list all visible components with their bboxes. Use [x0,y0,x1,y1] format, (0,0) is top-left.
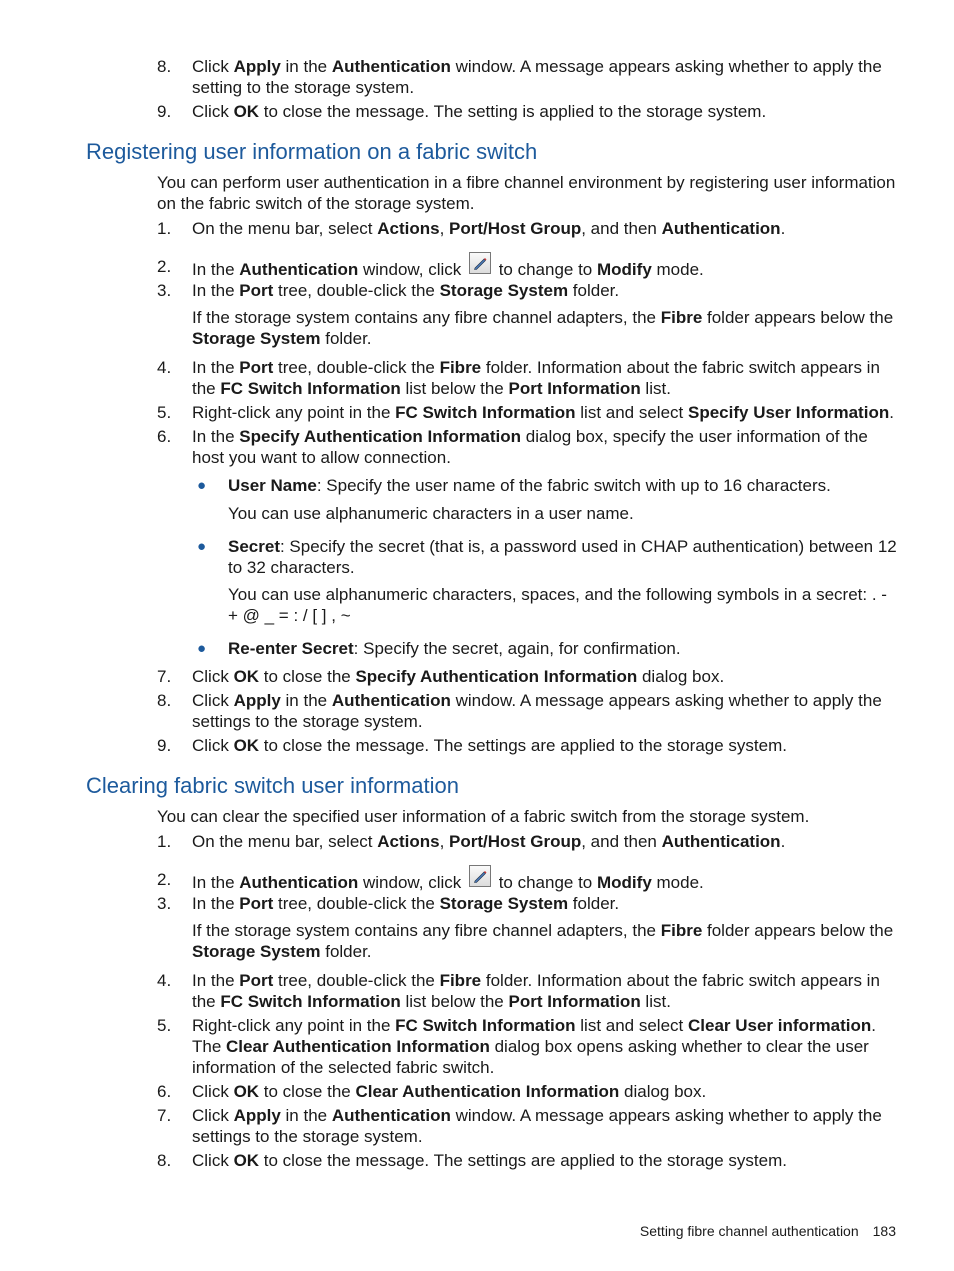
step-text-after: to change to Modify mode. [493,873,704,892]
bullet-secret-note: You can use alphanumeric characters, spaces, and the following symbols in a secret: . - + @ _ = : / [ ] , ~ [228,585,887,625]
step-number: 8. [157,1151,172,1170]
step-number: 9. [157,736,172,755]
step-text [192,869,899,893]
step-text: Right-click any point in the FC Switch Information list and select Clear User information. The Clear Authentication Information dialog box opens asking whether to clear the user information of the selected fabric switch. [192,1016,876,1077]
step-number: 3. [157,894,172,913]
step-number: 5. [157,403,172,422]
step-text: On the menu bar, select Actions, Port/Host Group, and then Authentication. [192,832,786,851]
step-number: 6. [157,427,172,446]
section-heading-register: Registering user information on a fabric switch [86,139,538,164]
footer-section-title: Setting fibre channel authentication [639,1223,859,1239]
step-text: Click Apply in the Authentication window. A message appears asking whether to apply the setting to the storage system. [192,57,882,97]
step-number: 1. [157,219,172,238]
bullet-dot: ● [197,538,207,555]
step-text-before: In the Authentication window, click [192,873,466,892]
bullet-dot: ● [197,477,207,494]
bullet-text: Secret: Specify the secret (that is, a password used in CHAP authentication) between 12 to 32 characters. [228,537,897,577]
step-text-after: to change to Modify mode. [493,260,704,279]
bullet-text: User Name: Specify the user name of the fabric switch with up to 16 characters. [228,476,831,495]
step-number: 9. [157,102,172,121]
bullet-user-name-note: You can use alphanumeric characters in a user name. [228,504,634,523]
modify-pencil-icon [469,865,491,887]
s2-step-3-note: If the storage system contains any fibre channel adapters, the Fibre folder appears below the Storage System folder. [192,921,894,961]
bullet-text: Re-enter Secret: Specify the secret, again, for confirmation. [228,639,681,658]
step-text: Click Apply in the Authentication window. A message appears asking whether to apply the settings to the storage system. [192,1106,882,1146]
step-text: In the Port tree, double-click the Storage System folder. [192,281,620,300]
step-number: 6. [157,1082,172,1101]
section-intro: You can clear the specified user information of a fabric switch from the storage system. [157,807,810,826]
step-text: Click OK to close the Clear Authentication Information dialog box. [192,1082,707,1101]
step-text: Click Apply in the Authentication window. A message appears asking whether to apply the settings to the storage system. [192,691,882,731]
step-text: In the Specify Authentication Information dialog box, specify the user information of the host you want to allow connection. [192,427,868,467]
step-text-before: In the Authentication window, click [192,260,466,279]
bullet-dot: ● [197,640,207,657]
section-intro: You can perform user authentication in a fibre channel environment by registering user information on the fabric switch of the storage system. [157,173,896,213]
step-text: In the Port tree, double-click the Fibre folder. Information about the fabric switch appears in the FC Switch Information list below the Port Information list. [192,971,880,1011]
step-text: Click OK to close the message. The settings are applied to the storage system. [192,736,787,755]
step-number: 2. [157,257,172,276]
modify-pencil-icon [469,252,491,274]
step-number: 1. [157,832,172,851]
step-text: Click OK to close the Specify Authentication Information dialog box. [192,667,725,686]
step-number: 8. [157,57,172,76]
s1-step-3-note: If the storage system contains any fibre channel adapters, the Fibre folder appears below the Storage System folder. [192,308,894,348]
step-text: In the Port tree, double-click the Storage System folder. [192,894,620,913]
step-text: Right-click any point in the FC Switch Information list and select Specify User Information. [192,403,894,422]
step-text: On the menu bar, select Actions, Port/Host Group, and then Authentication. [192,219,786,238]
step-number: 7. [157,1106,172,1125]
step-text: Click OK to close the message. The setting is applied to the storage system. [192,102,767,121]
step-text [192,256,899,280]
page-number: 183 [872,1223,896,1239]
step-number: 7. [157,667,172,686]
step-number: 2. [157,870,172,889]
step-number: 8. [157,691,172,710]
step-number: 3. [157,281,172,300]
step-number: 5. [157,1016,172,1035]
step-number: 4. [157,971,172,990]
page-footer [400,1222,896,1240]
step-number: 4. [157,358,172,377]
step-text: In the Port tree, double-click the Fibre folder. Information about the fabric switch appears in the FC Switch Information list below the Port Information list. [192,358,880,398]
section-heading-clear: Clearing fabric switch user information [86,773,459,798]
step-text: Click OK to close the message. The settings are applied to the storage system. [192,1151,787,1170]
